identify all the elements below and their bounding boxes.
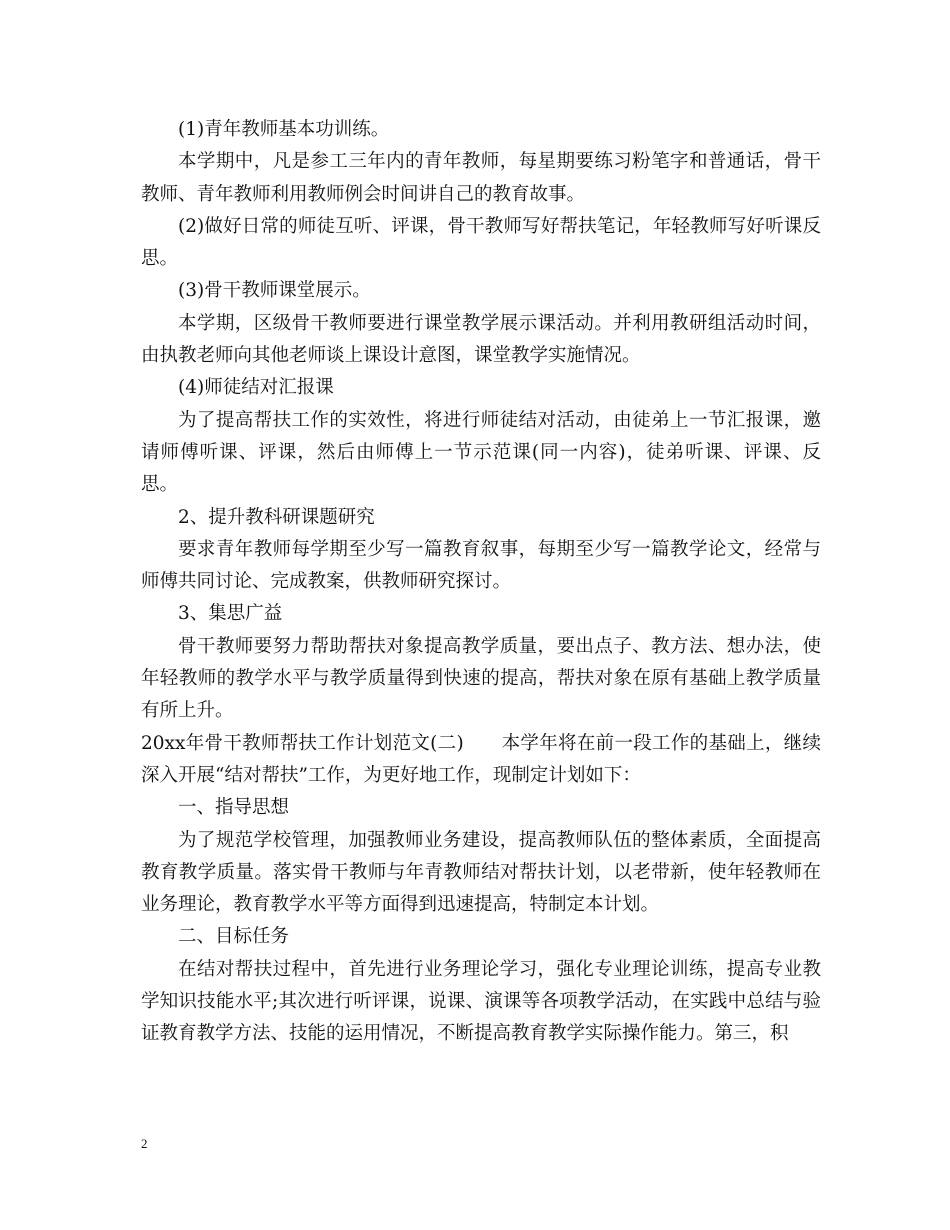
paragraph: 骨干教师要努力帮助帮扶对象提高教学质量，要出点子、教方法、想办法，使年轻教师的教学水平与教学质量得到快速的提高，帮扶对象在原有基础上教学质量有所上升。 bbox=[141, 635, 821, 722]
paragraph: 一、指导思想 bbox=[178, 797, 290, 819]
page-number: 2 bbox=[141, 1136, 148, 1151]
paragraph: 二、目标任务 bbox=[178, 926, 290, 948]
paragraph: 要求青年教师每学期至少写一篇教育叙事，每期至少写一篇教学论文，经常与师傅共同讨论、完成教案，供教师研究探讨。 bbox=[141, 538, 821, 593]
paragraph: 本学期，区级骨干教师要进行课堂教学展示课活动。并利用教研组活动时间，由执教老师向其他老师谈上课设计意图，课堂教学实施情况。 bbox=[141, 312, 821, 367]
paragraph: 3、集思广益 bbox=[178, 603, 283, 625]
paragraph: (3)骨干教师课堂展示。 bbox=[178, 280, 371, 302]
paragraph: (1)青年教师基本功训练。 bbox=[178, 119, 390, 140]
paragraph: 2、提升教科研课题研究 bbox=[178, 506, 375, 528]
section-title-paragraph: 20xx年骨干教师帮扶工作计划范文(二) 本学年将在前一段工作的基础上，继续深入开展“结对帮扶”工作，为更好地工作，现制定计划如下： bbox=[141, 732, 821, 786]
paragraph: (2)做好日常的师徒互听、评课，骨干教师写好帮扶笔记，年轻教师写好听课反思。 bbox=[141, 215, 821, 270]
paragraph: 为了规范学校管理，加强教师业务建设，提高教师队伍的整体素质，全面提高教育教学质量。落实骨干教师与年青教师结对帮扶计划，以老带新，使年轻教师在业务理论，教育教学水平等方面得到迅速提高，特制定本计划。 bbox=[141, 829, 821, 916]
paragraph: (4)师徒结对汇报课 bbox=[178, 377, 334, 399]
page-body bbox=[141, 114, 821, 1051]
paragraph: 在结对帮扶过程中，首先进行业务理论学习，强化专业理论训练，提高专业教学知识技能水平;其次进行听评课，说课、演课等各项教学活动，在实践中总结与验证教育教学方法、技能的运用情况，不断提高教育教学实际操作能力。第三，积 bbox=[141, 958, 821, 1045]
paragraph: 为了提高帮扶工作的实效性，将进行师徒结对活动，由徒弟上一节汇报课，邀请师傅听课、评课，然后由师傅上一节示范课(同一内容)，徒弟听课、评课、反思。 bbox=[141, 409, 821, 496]
paragraph: 本学期中，凡是参工三年内的青年教师，每星期要练习粉笔字和普通话，骨干教师、青年教师利用教师例会时间讲自己的教育故事。 bbox=[141, 151, 821, 205]
